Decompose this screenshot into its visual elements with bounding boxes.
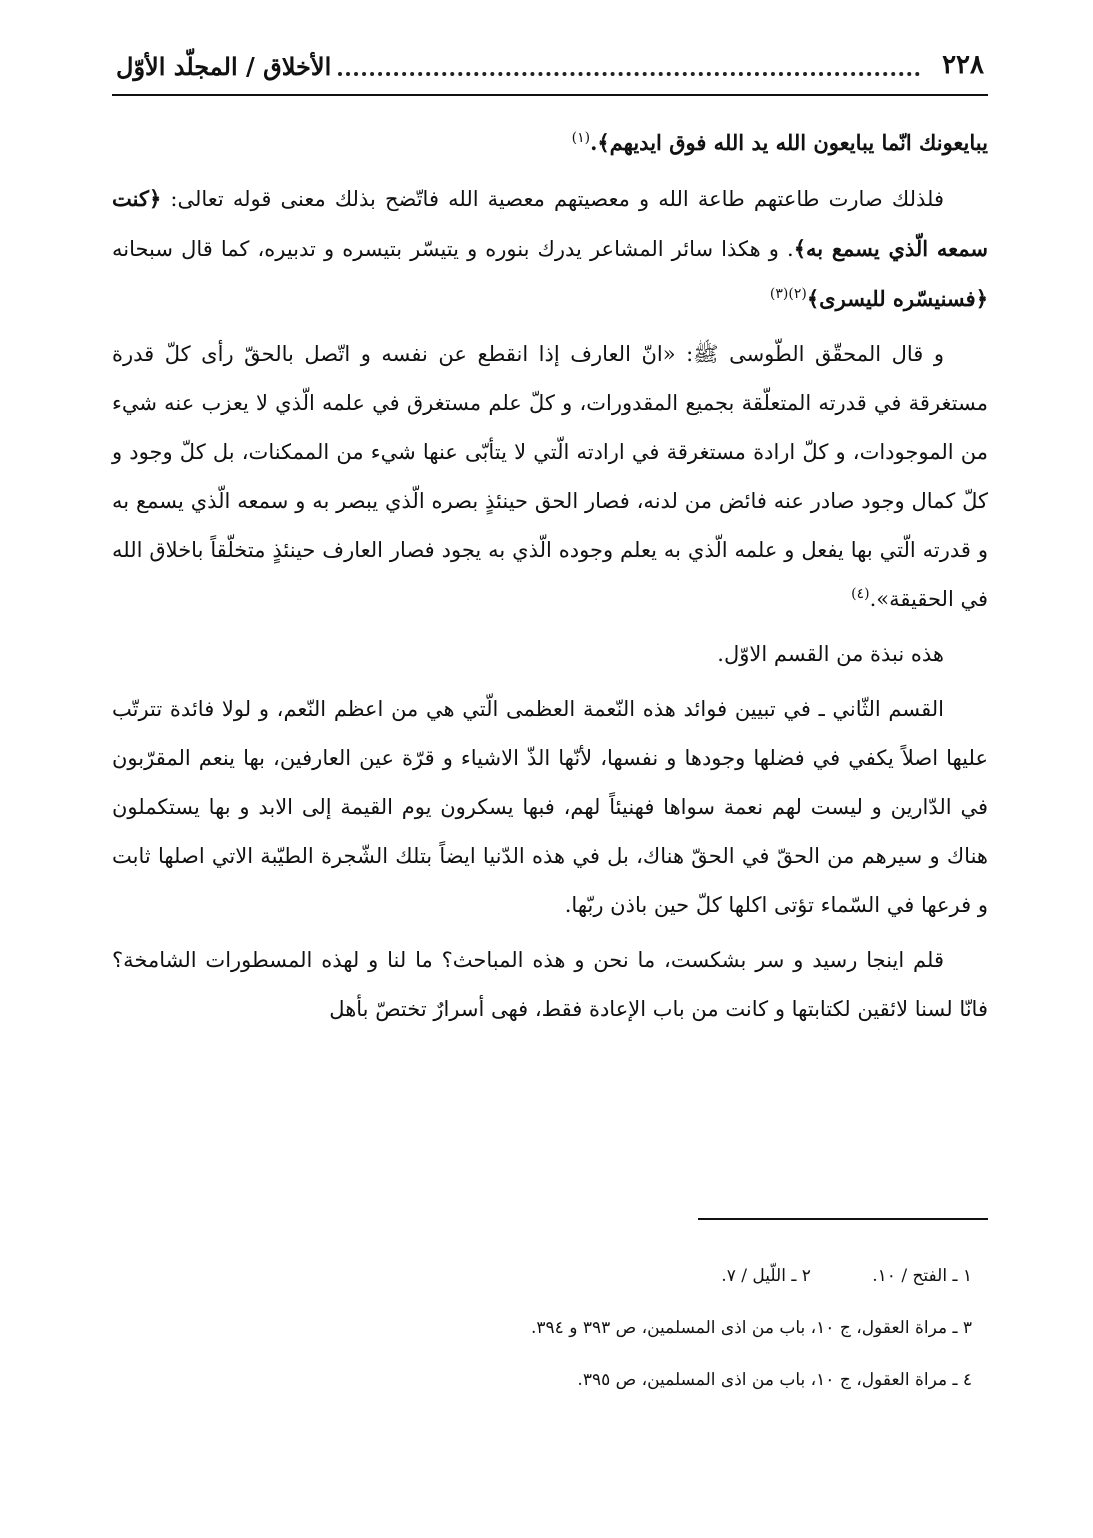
footnote-ref: (١) bbox=[571, 130, 591, 146]
text-run: هذه نبذة من القسم الاوّل. bbox=[717, 642, 944, 666]
footnote-ref: (٤) bbox=[851, 586, 870, 602]
text-run: فلذلك صارت طاعتهم طاعة الله و معصيتهم معصية الله فاتّضح بذلك معنى قوله تعالى: bbox=[161, 187, 944, 211]
text-run: القسم الثّاني ـ في تبيين فوائد هذه النّعمة العظمى الّتي هي من اعظم النّعم، و لولا فائدة تترتّب عليها اصلاً يكفي في فضلها وجودها و نفسها، لأنّها الذّ الاشياء و قرّة عين العارفين، بها ينعم المقرّبون في الدّارين و ليست لهم نعمة سواها فهنيئاً لهم، فبها يسكرون يوم القيمة إلى الابد و بها يستكملون هناك و سيرهم من الحقّ في الحقّ هناك، بل في هذه الدّنيا ايضاً بتلك الشّجرة الطيّبة الاتي اصلها ثابت و فرعها في السّماء تؤتى اكلها كلّ حين باذن ربّها. bbox=[112, 697, 988, 917]
footnotes bbox=[112, 1250, 972, 1406]
footnote-ref: (٢)(٣) bbox=[769, 286, 807, 302]
quran-quote: ﴿كنت سمعه الّذي يسمع به﴾ bbox=[112, 186, 988, 261]
paragraph bbox=[112, 174, 988, 324]
footnote-divider bbox=[698, 1218, 988, 1220]
footnote-2: ٢ ـ اللّيل / ٧. bbox=[721, 1266, 811, 1286]
text-run: قلم اينجا رسيد و سر بشكست، ما نحن و هذه المباحث؟ ما لنا و لهذه المسطورات الشامخة؟ فانّا لسنا لائقين لكتابتها و كانت من باب الإعادة فقط، فهى أسرارٌ تختصّ بأهل bbox=[112, 948, 988, 1021]
paragraph bbox=[112, 936, 988, 1034]
main-text bbox=[112, 118, 988, 1040]
paragraph bbox=[112, 685, 988, 930]
footnote-4: ٤ ـ مراة العقول، ج ١٠، باب من اذى المسلمين، ص ٣٩٥. bbox=[577, 1370, 972, 1390]
paragraph bbox=[112, 630, 988, 679]
leader-dots bbox=[338, 72, 920, 76]
paragraph bbox=[112, 118, 988, 168]
footnote-3: ٣ ـ مراة العقول، ج ١٠، باب من اذى المسلمين، ص ٣٩٣ و ٣٩٤. bbox=[530, 1318, 972, 1338]
text-run: و قال المحقّق الطّوسى ﷺ: «انّ العارف إذا انقطع عن نفسه و اتّصل بالحقّ رأى كلّ قدرة مستغرقة في قدرته المتعلّقة بجميع المقدورات، و كلّ علم مستغرق في علمه الّذي لا يعزب عنه شيء من الموجودات، و كلّ ارادة مستغرقة في ارادته الّتي لا يتأبّى عنها شيء من الممكنات، بل كلّ وجود و كلّ كمال وجود صادر عنه فائض من لدنه، فصار الحق حينئذٍ بصره الّذي يبصر به و سمعه الّذي يسمع به و قدرته الّتي بها يفعل و علمه الّذي به يعلم وجوده الّذي به يجود فصار العارف حينئذٍ متخلّقاً باخلاق الله في الحقيقة». bbox=[112, 342, 988, 611]
footnote-1: ١ ـ الفتح / ١٠. bbox=[872, 1266, 972, 1286]
book-title: الأخلاق / المجلّد الأوّل bbox=[116, 52, 332, 81]
page-number: ٢٢٨ bbox=[942, 50, 984, 80]
quran-quote: ﴿فسنيسّره لليسرى﴾ bbox=[806, 286, 988, 311]
text-run: . و هكذا سائر المشاعر يدرك بنوره و يتيسّر بتيسره و تدبيره، كما قال سبحانه bbox=[112, 237, 794, 261]
running-header bbox=[112, 42, 988, 96]
paragraph bbox=[112, 330, 988, 624]
footnote-row bbox=[112, 1250, 972, 1302]
quran-quote: يبايعونك انّما يبايعون الله يد الله فوق ايديهم﴾. bbox=[590, 130, 988, 155]
